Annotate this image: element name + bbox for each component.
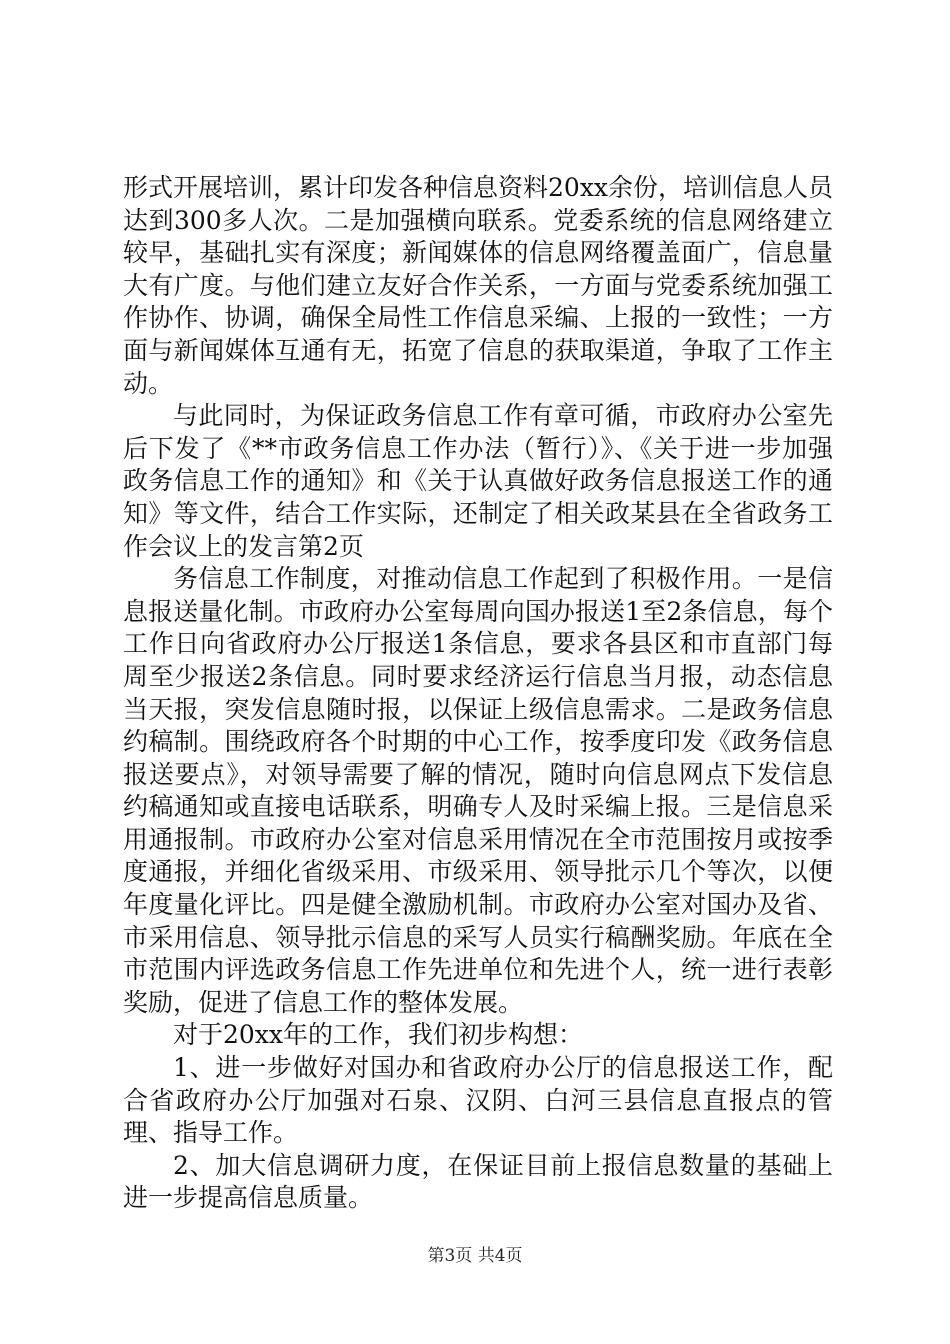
paragraph-meanwhile: 与此同时，为保证政务信息工作有章可循，市政府办公室先后下发了《**市政务信息工作办法（暂行）》、《关于进一步加强政务信息工作的通知》和《关于认真做好政务信息报送工作的通知》等文件，结合工作实际，还制定了相关政某县在全省政务工作会议上的发言第2页 [123,401,833,561]
paragraph-plan-item-2: 2、加大信息调研力度，在保证目前上报信息数量的基础上进一步提高信息质量。 [123,1150,833,1213]
paragraph-plan-intro: 对于20xx年的工作，我们初步构想： [173,1020,584,1050]
paragraph-training: 形式开展培训，累计印发各种信息资料20xx余份，培训信息人员达到300多人次。二是加强横向联系。党委系统的信息网络建立较早，基础扎实有深度；新闻媒体的信息网络覆盖面广，信息量大有广度。与他们建立友好合作关系，一方面与党委系统加强工作协作、协调，确保全局性工作信息采编、上报的一致性；一方面与新闻媒体互通有无，拓宽了信息的获取渠道，争取了工作主动。 [123,173,834,398]
paragraph-plan-item-1: 1、进一步做好对国办和省政府办公厅的信息报送工作，配合省政府办公厅加强对石泉、汉阴、白河三县信息直报点的管理、指导工作。 [123,1053,833,1148]
document-body [123,172,833,1215]
paragraph-system: 务信息工作制度，对推动信息工作起到了积极作用。一是信息报送量化制。市政府办公室每周向国办报送1至2条信息，每个工作日向省政府办公厅报送1条信息，要求各县区和市直部门每周至少报送2条信息。同时要求经济运行信息当月报，动态信息当天报，突发信息随时报，以保证上级信息需求。二是政务信息约稿制。围绕政府各个时期的中心工作，按季度印发《政务信息报送要点》，对领导需要了解的情况，随时向信息网点下发信息约稿通知或直接电话联系，明确专人及时采编上报。三是信息采用通报制。市政府办公室对信息采用情况在全市范围按月或按季度通报，并细化省级采用、市级采用、领导批示几个等次，以便年度量化评比。四是健全激励机制。市政府办公室对国办及省、市采用信息、领导批示信息的采写人员实行稿酬奖励。年底在全市范围内评选政务信息工作先进单位和先进个人，统一进行表彰奖励，促进了信息工作的整体发展。 [123,564,833,1017]
page-footer: 第3页 共4页 [427,1246,523,1266]
